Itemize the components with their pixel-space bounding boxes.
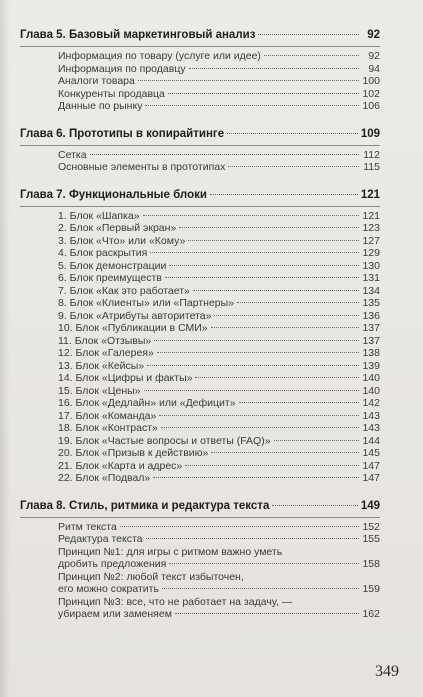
entry-page: 123 [362,222,380,234]
chapter-heading [20,28,380,43]
entry-text: 18. Блок «Контраст» [58,422,158,434]
toc-entry [58,410,380,423]
toc-entry [58,533,380,546]
page-number: 349 [375,663,399,680]
entry-page: 92 [368,50,380,62]
toc-entry [58,310,380,323]
leader-dots [90,154,359,155]
leader-dots [227,133,358,134]
entry-text: 19. Блок «Частые вопросы и ответы (FAQ)» [58,434,271,447]
leader-dots [150,252,359,253]
leader-dots [169,265,359,266]
chapter-section [20,28,380,113]
toc-entry [58,546,380,571]
entry-page: 147 [362,472,380,484]
chapter-title: Глава 5. Базовый маркетинговый анализ [20,29,256,41]
leader-dots [210,194,358,195]
toc-entry [58,422,380,435]
table-of-contents [20,28,380,635]
entry-text: Основные элементы в прототипах [58,161,226,173]
leader-dots [228,166,359,167]
chapter-heading [20,499,380,514]
chapter-page: 109 [360,127,380,140]
toc-entry [58,521,380,534]
entry-page: 162 [362,608,380,620]
leader-dots [214,315,359,316]
leader-dots [272,505,357,506]
chapter-title: Глава 7. Функциональные блоки [20,188,207,201]
toc-entry [58,100,380,113]
entry-text: Информация по продавцу [58,62,186,75]
toc-entry [58,397,380,410]
toc-entry [58,75,380,88]
entry-text: 2. Блок «Первый экран» [58,222,177,234]
chapter-section [20,499,380,621]
leader-dots [179,227,359,228]
toc-entry [58,385,380,398]
entry-page: 145 [362,447,380,459]
chapter-page: 121 [360,188,380,201]
entry-text-continued: его можно сократить [58,583,159,595]
entry-text: Принцип №1: для игры с ритмом важно уметь [58,545,283,558]
entry-page: 138 [362,347,380,359]
toc-entry [58,285,380,298]
leader-dots [154,340,359,341]
entry-text: Редактура текста [58,533,143,545]
entry-page: 158 [362,558,380,570]
toc-entry [58,335,380,348]
gutter-shadow [0,0,10,697]
toc-entry [58,472,380,485]
chapter-section [20,127,380,174]
leader-dots [157,352,359,353]
toc-entry [58,50,380,63]
entry-page: 121 [362,209,380,222]
entry-page: 137 [362,334,380,347]
entry-text: 1. Блок «Шапка» [58,209,140,222]
entry-text: Аналоги товара [58,75,135,87]
leader-dots [144,390,359,391]
chapter-heading [20,188,380,203]
toc-entry [58,447,380,460]
entry-text: Принцип №3: все, что не работает на задачу, — [58,595,293,608]
entry-text: Данные по рынку [58,100,143,112]
leader-dots [175,613,359,614]
leader-dots [165,277,359,278]
leader-dots [185,465,359,466]
entry-page: 94 [368,62,380,75]
entry-text: 17. Блок «Команда» [58,409,157,422]
entry-page: 115 [363,161,380,173]
entry-text: 13. Блок «Кейсы» [58,359,145,372]
entry-page: 142 [362,397,380,409]
toc-entry [58,272,380,285]
entry-text-continued: убираем или заменяем [58,608,172,620]
entry-page: 134 [362,284,380,297]
leader-dots [264,55,359,56]
leader-dots [195,377,359,378]
entry-text: 6. Блок преимуществ [58,272,162,284]
entry-page: 106 [362,100,380,112]
toc-entry [58,322,380,335]
entry-page: 127 [362,234,380,247]
entry-text: 4. Блок раскрытия [58,247,148,259]
entry-text: 21. Блок «Карта и адрес» [58,459,183,472]
toc-entry [58,460,380,473]
leader-dots [153,477,359,478]
entry-page: 112 [363,148,380,161]
toc-entry [58,435,380,448]
chapter-title: Глава 6. Прототипы в копирайтинге [20,127,225,140]
entry-page: 143 [362,422,380,434]
entry-text: 22. Блок «Подвал» [58,472,151,484]
entry-text: 11. Блок «Отзывы» [58,334,152,347]
entry-page: 100 [362,75,380,87]
toc-entry [58,63,380,76]
leader-dots [274,440,359,441]
leader-dots [145,105,359,106]
toc-entry [58,571,380,596]
entry-page: 159 [362,583,380,595]
entry-text: 3. Блок «Что» или «Кому» [58,234,186,247]
entry-text: 16. Блок «Дедлайн» или «Дефицит» [58,397,236,409]
entry-text: 8. Блок «Клиенты» или «Партнеры» [58,297,235,309]
chapter-rule [20,517,380,518]
leader-dots [168,93,359,94]
leader-dots [188,240,359,241]
entry-page: 139 [362,359,380,372]
leader-dots [189,68,359,69]
entry-text: Ритм текста [58,520,117,533]
entry-text: 5. Блок демонстрации [58,259,167,272]
toc-entry [58,161,380,174]
toc-entry [58,235,380,248]
entry-text: Принцип №2: любой текст избыточен, [58,570,244,583]
entry-page: 152 [362,520,380,533]
leader-dots [143,215,359,216]
entry-text: 15. Блок «Цены» [58,384,141,397]
entry-page: 155 [362,533,380,545]
entry-page: 136 [362,309,380,322]
chapter-rule [20,145,380,146]
leader-dots [258,34,359,35]
leader-dots [162,588,359,589]
leader-dots [237,302,359,303]
entry-page: 131 [362,272,380,284]
entry-text-continued: дробить предложения [58,558,167,570]
entry-text: 20. Блок «Призыв к действию» [58,447,209,459]
toc-entry [58,360,380,373]
entry-text: 7. Блок «Как это работает» [58,284,190,297]
toc-entry [58,210,380,223]
entry-page: 135 [362,297,380,309]
entry-text: Информация по товару (услуге или идее) [58,50,261,62]
leader-dots [159,415,359,416]
chapter-page: 92 [367,29,380,41]
chapter-page: 149 [360,499,380,512]
toc-entry [58,347,380,360]
leader-dots [239,402,359,403]
chapter-title: Глава 8. Стиль, ритмика и редактура текста [20,499,270,512]
toc-entry [58,596,380,621]
toc-entry [58,222,380,235]
leader-dots [138,80,359,81]
leader-dots [211,452,359,453]
entry-page: 143 [362,409,380,422]
leader-dots [193,290,359,291]
toc-entry [58,149,380,162]
entry-page: 137 [362,322,380,334]
leader-dots [169,563,359,564]
entry-page: 147 [362,459,380,472]
toc-entry [58,88,380,101]
entry-page: 140 [362,384,380,397]
entry-page: 102 [362,87,380,100]
toc-entry [58,297,380,310]
leader-dots [147,365,359,366]
toc-entry [58,247,380,260]
entry-text: 9. Блок «Атрибуты авторитета» [58,309,212,322]
chapter-rule [20,206,380,207]
chapter-rule [20,46,380,47]
entry-text: Сетка [58,148,87,161]
entry-text: 12. Блок «Галерея» [58,347,154,359]
leader-dots [211,327,359,328]
entry-text: Конкуренты продавца [58,87,165,100]
leader-dots [146,538,359,539]
entry-page: 130 [362,259,380,272]
leader-dots [161,427,359,428]
toc-entry [58,260,380,273]
entry-page: 144 [362,434,380,447]
chapter-section [20,188,380,485]
entry-text: 10. Блок «Публикации в СМИ» [58,322,208,334]
leader-dots [120,526,359,527]
entry-page: 129 [362,247,380,259]
toc-entry [58,372,380,385]
entry-text: 14. Блок «Цифры и факты» [58,372,193,384]
chapter-heading [20,127,380,142]
entry-page: 140 [362,372,380,384]
